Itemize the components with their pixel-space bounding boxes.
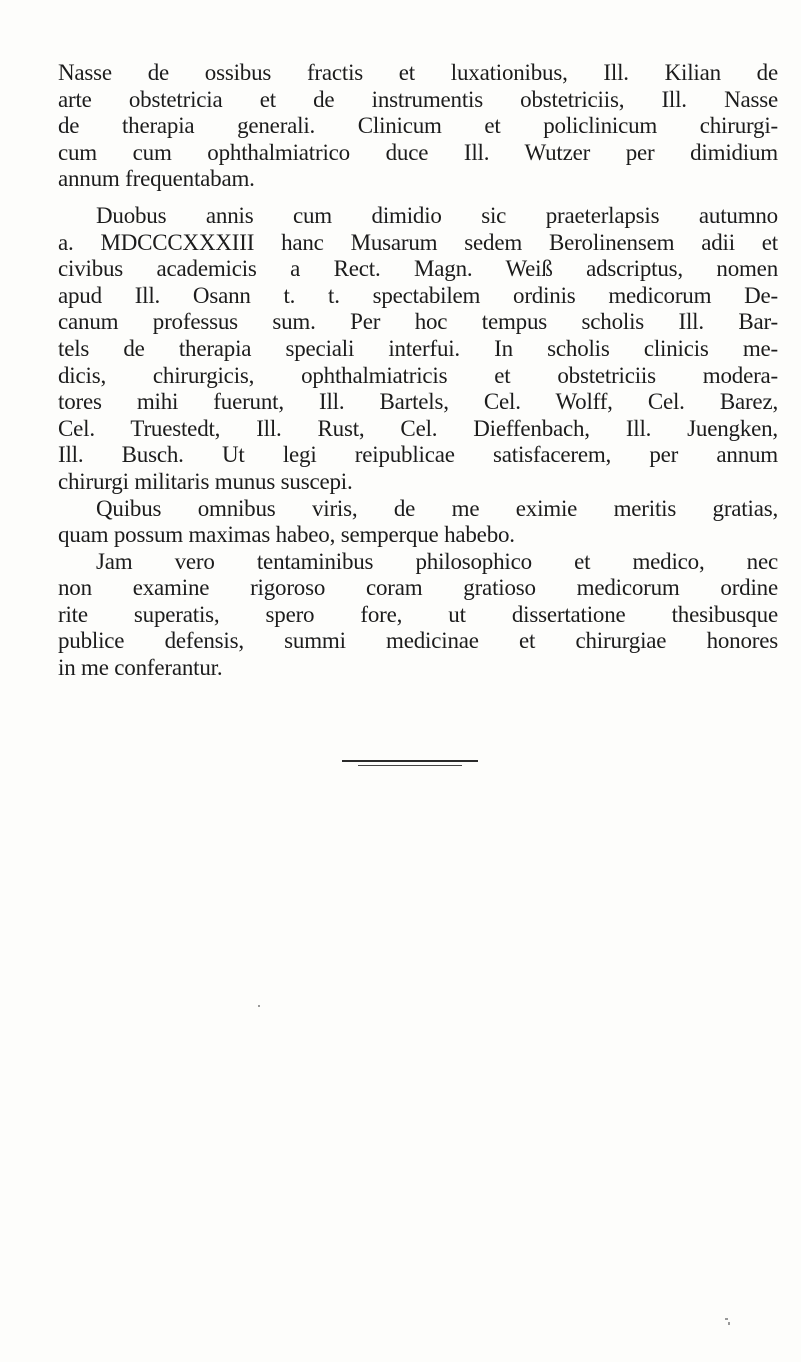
text-line: publice defensis, summi medicinae et chirurgiae honores — [58, 628, 778, 654]
text-line: Quibus omnibus viris, de me eximie meritis gratias, — [96, 495, 778, 521]
text-line: Jam vero tentaminibus philosophico et medico, nec — [96, 548, 778, 574]
closing-rule-thin — [358, 765, 462, 766]
text-line: apud Ill. Osann t. t. spectabilem ordinis medicorum De- — [58, 282, 778, 308]
paragraph-studies-berlin — [58, 203, 778, 496]
text-line: non examine rigoroso coram gratioso medicorum ordine — [58, 575, 778, 601]
text-line: rite superatis, spero fore, ut dissertatione thesibusque — [58, 601, 778, 627]
text-line: tores mihi fuerunt, Ill. Bartels, Cel. Wolff, Cel. Barez, — [58, 389, 778, 415]
text-line: Duobus annis cum dimidio sic praeterlapsis autumno — [96, 202, 778, 228]
text-line: tels de therapia speciali interfui. In scholis clinicis me- — [58, 335, 778, 361]
paper-speck — [728, 1322, 730, 1325]
text-line: canum professus sum. Per hoc tempus scholis Ill. Bar- — [58, 309, 778, 335]
text-line: annum frequentabam. — [58, 166, 255, 192]
paragraph-thanks — [58, 496, 778, 549]
body-text — [58, 60, 778, 682]
text-line: Nasse de ossibus fractis et luxationibus, Ill. Kilian de — [58, 60, 778, 85]
paragraph-studies-bonn — [58, 60, 778, 193]
text-line: cum cum ophthalmiatrico duce Ill. Wutzer per dimidium — [58, 139, 778, 165]
paper-speck — [725, 1318, 728, 1320]
text-line: Cel. Truestedt, Ill. Rust, Cel. Dieffenbach, Ill. Juengken, — [58, 415, 778, 441]
text-line: arte obstetricia et de instrumentis obstetriciis, Ill. Nasse — [58, 86, 778, 112]
text-line: a. MDCCCXXXIII hanc Musarum sedem Berolinensem adii et — [58, 229, 778, 255]
text-line: dicis, chirurgicis, ophthalmiatricis et obstetriciis modera- — [58, 362, 778, 388]
text-line: in me conferantur. — [58, 655, 223, 681]
text-line: chirurgi militaris munus suscepi. — [58, 468, 353, 494]
text-line: civibus academicis a Rect. Magn. Weiß adscriptus, nomen — [58, 256, 778, 282]
paragraph-conclusion — [58, 549, 778, 682]
closing-rule — [342, 760, 478, 762]
paper-speck — [258, 1005, 260, 1007]
text-line: de therapia generali. Clinicum et policlinicum chirurgi- — [58, 113, 778, 139]
text-line: quam possum maximas habeo, semperque habebo. — [58, 522, 515, 548]
text-line: Ill. Busch. Ut legi reipublicae satisfacerem, per annum — [58, 442, 778, 468]
